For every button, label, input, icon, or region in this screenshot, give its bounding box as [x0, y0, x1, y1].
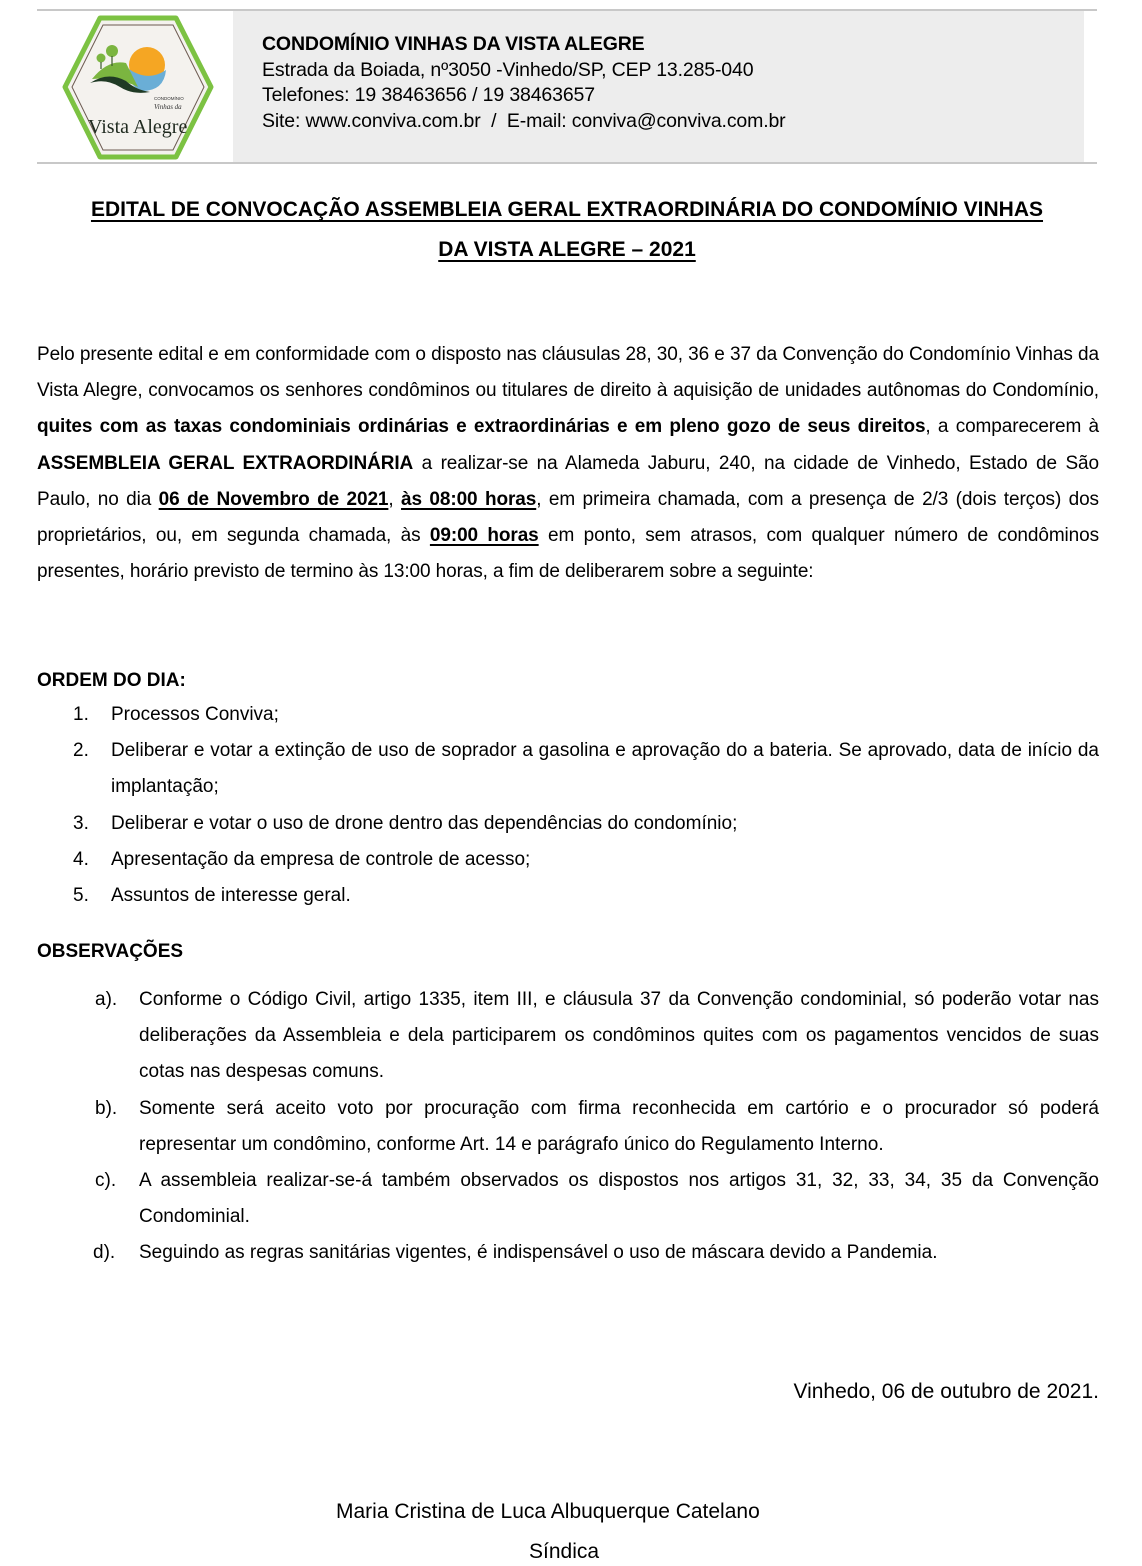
intro-paragraph: [37, 337, 1099, 590]
header-info: [262, 32, 786, 134]
agenda-heading: ORDEM DO DIA:: [37, 670, 186, 691]
title-line2: DA VISTA ALEGRE – 2021: [438, 238, 696, 261]
observation-item: [37, 1091, 1099, 1163]
header-bottom-rule: [37, 162, 1097, 164]
title-line1: EDITAL DE CONVOCAÇÃO ASSEMBLEIA GERAL EXTRAORDINÁRIA DO CONDOMÍNIO VINHAS: [90, 198, 1044, 221]
observation-text: Somente será aceito voto por procuração com firma reconhecida em cartório e o procurador só poderá representar um condômino, conforme Art. 14 e parágrafo único do Regulamento Interno.: [139, 1097, 1099, 1155]
org-address: Estrada da Boiada, nº3050 -Vinhedo/SP, CEP 13.285-040: [262, 58, 754, 81]
agenda-item: [37, 842, 1099, 878]
condominium-logo: [62, 15, 214, 160]
second-call-time: 09:00 horas: [429, 525, 539, 547]
observation-item: [37, 982, 1099, 1091]
document-title: [37, 190, 1097, 270]
place-and-date: Vinhedo, 06 de outubro de 2021.: [793, 1380, 1099, 1403]
tree-icon: [97, 54, 106, 63]
agenda-number: 1.: [73, 704, 89, 725]
observations-heading: OBSERVAÇÕES: [37, 941, 184, 962]
agenda-number: 3.: [73, 812, 89, 834]
agenda-item: [37, 878, 1099, 914]
agenda-text: Apresentação da empresa de controle de acesso;: [111, 848, 531, 870]
observation-letter: a).: [95, 989, 118, 1010]
logo-small-text: CONDOMÍNIO: [154, 96, 184, 101]
intro-text: a realizar-se na Alameda Jaburu, 240, na cidade de Vinhedo, Estado de São Paulo, no dia: [37, 452, 1099, 510]
observation-letter: b).: [95, 1097, 118, 1119]
observation-text: A assembleia realizar-se-á também observados os dispostos nos artigos 31, 32, 33, 34, 35 da Convenção Condominial.: [139, 1170, 1099, 1228]
agenda-text: Deliberar e votar o uso de drone dentro das dependências do condomínio;: [111, 812, 738, 834]
intro-bold-quites: quites com as taxas condominiais ordinárias e extraordinárias e em pleno gozo de seus direitos: [37, 416, 926, 438]
tree-icon: [106, 45, 118, 57]
intro-text: , em primeira chamada, com a presença de 2/3 (dois terços) dos proprietários, ou, em segunda chamada, às: [37, 488, 1099, 547]
agenda-number: 5.: [73, 885, 89, 907]
observations-list: [37, 982, 1099, 1272]
intro-bold-assembly: ASSEMBLEIA GERAL EXTRAORDINÁRIA: [37, 452, 414, 474]
agenda-list: [37, 697, 1099, 914]
agenda-item: [37, 733, 1099, 805]
agenda-number: 4.: [73, 848, 89, 870]
observation-item: [37, 1163, 1099, 1235]
observation-letter: c).: [95, 1170, 117, 1192]
intro-text: Pelo presente edital e em conformidade com o disposto nas cláusulas 28, 30, 36 e 37 da Convenção do Condomínio Vinhas da Vista Alegre, convocamos os senhores condôminos ou titulares de direito à aquisição de unidades autônomas do Condomínio,: [37, 344, 1099, 402]
org-name: CONDOMÍNIO VINHAS DA VISTA ALEGRE: [262, 33, 645, 55]
agenda-text: Deliberar e votar a extinção de uso de soprador a gasolina e aprovação do a bateria. Se aprovado, data de início da implantação;: [111, 740, 1099, 798]
observation-text: Conforme o Código Civil, artigo 1335, item III, e cláusula 37 da Convenção condominial, só poderão votar nas deliberações da Assembleia e dela participarem os condôminos quites com os pagamentos vencidos de suas cotas nas despesas comuns.: [139, 989, 1099, 1083]
org-phones: Telefones: 19 38463656 / 19 38463657: [262, 84, 595, 106]
agenda-text: Processos Conviva;: [111, 704, 279, 725]
agenda-item: [37, 806, 1099, 842]
signatory-name: Maria Cristina de Luca Albuquerque Catelano: [336, 1500, 760, 1523]
org-contact: Site: www.conviva.com.br / E-mail: conviva@conviva.com.br: [262, 109, 786, 132]
logo-line1: Vinhas da: [154, 103, 182, 111]
intro-text: em ponto, sem atrasos, com qualquer número de condôminos presentes, horário previsto de termino às 13:00 horas, a fim de deliberarem sobre a seguinte:: [37, 525, 1100, 583]
observation-item: [37, 1235, 1099, 1271]
agenda-number: 2.: [73, 740, 89, 762]
first-call-time: às 08:00 horas: [401, 488, 537, 510]
agenda-text: Assuntos de interesse geral.: [111, 885, 351, 907]
logo-line2: Vista Alegre: [88, 116, 188, 138]
observation-text: Seguindo as regras sanitárias vigentes, é indispensável o uso de máscara devido a Pandemia.: [139, 1242, 938, 1264]
meeting-date: 06 de Novembro de 2021: [158, 488, 389, 510]
intro-text: , a comparecerem à: [925, 416, 1099, 438]
observation-letter: d).: [93, 1242, 116, 1264]
agenda-item: [37, 697, 1099, 733]
intro-text: ,: [388, 488, 402, 510]
signatory-role: Síndica: [529, 1540, 600, 1563]
